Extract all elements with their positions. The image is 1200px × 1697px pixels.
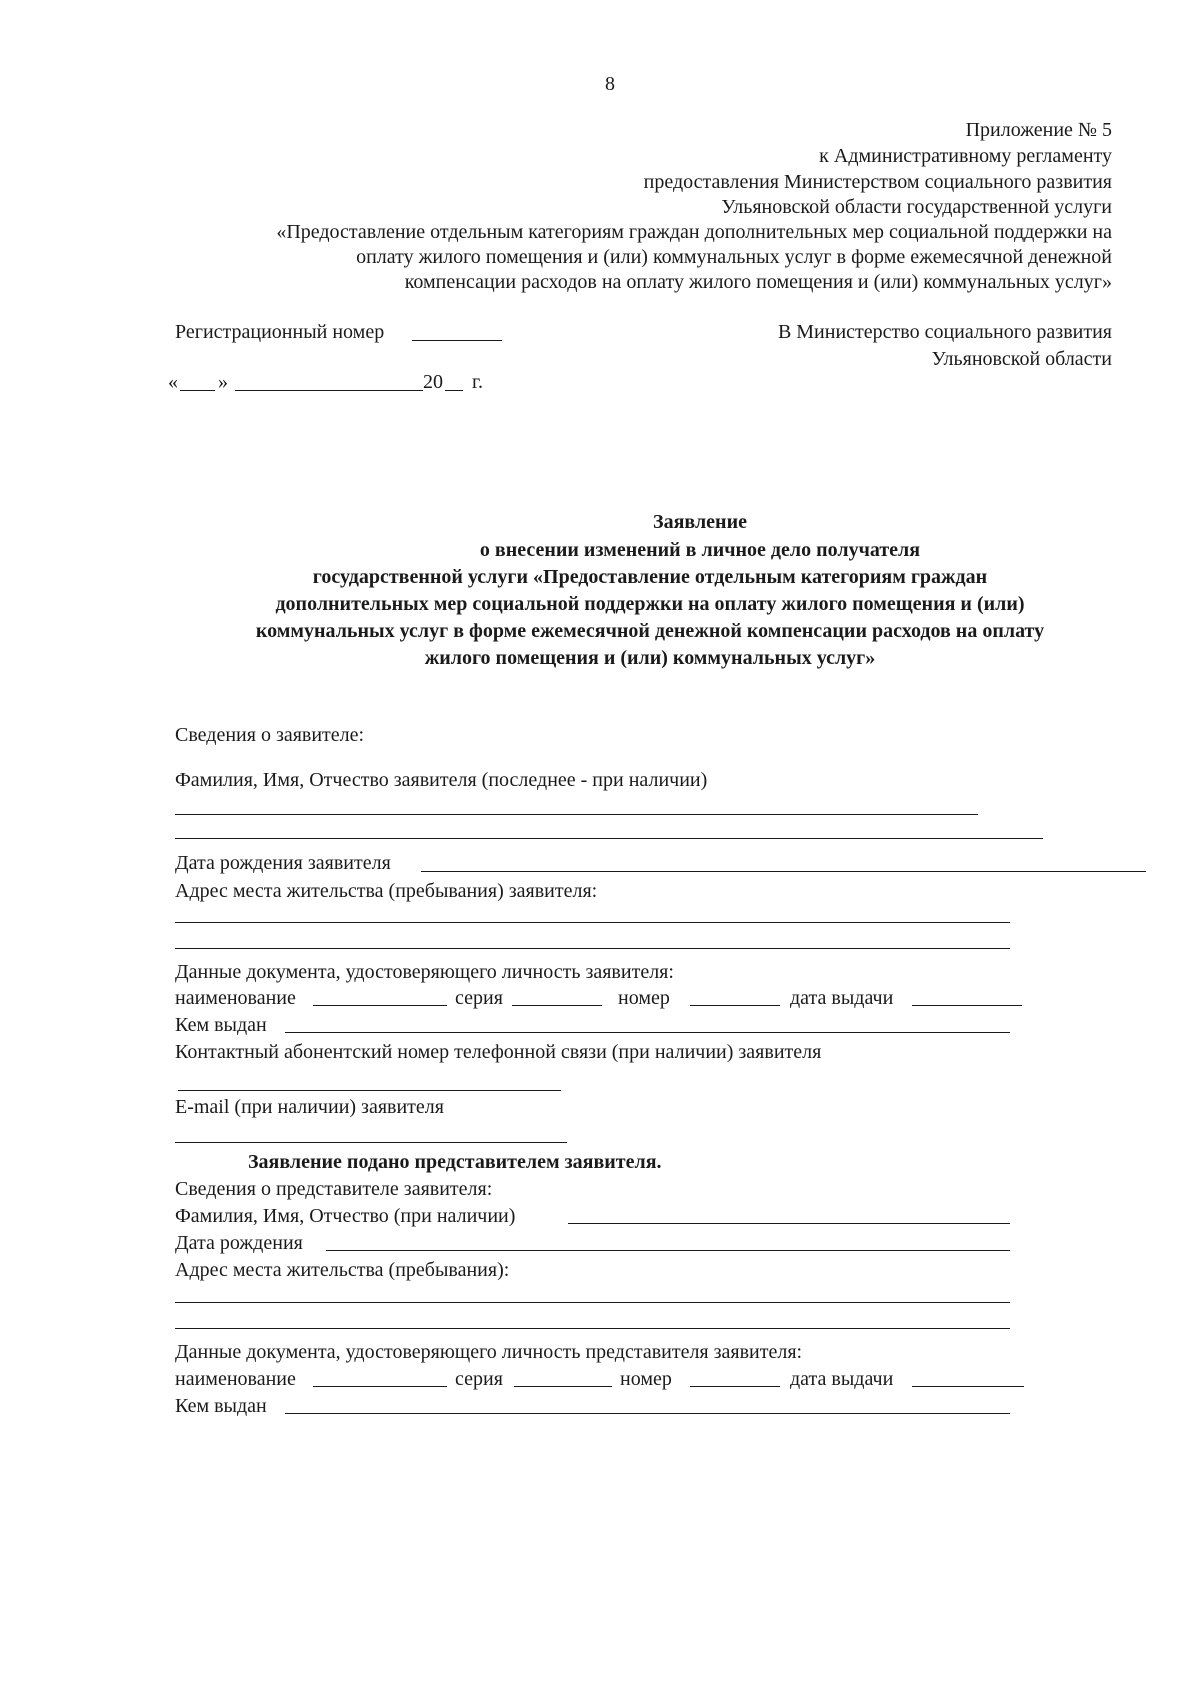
- representative-fio-label: Фамилия, Имя, Отчество (при наличии): [175, 1205, 516, 1227]
- appendix-line: компенсации расходов на оплату жилого помещения и (или) коммунальных услуг»: [404, 271, 1112, 293]
- applicant-address-field[interactable]: [175, 922, 1010, 923]
- applicant-doc-series-field[interactable]: [512, 1005, 602, 1006]
- applicant-doc-series-label: серия: [455, 987, 503, 1009]
- registration-number-field[interactable]: [412, 340, 502, 341]
- applicant-doc-number-field[interactable]: [690, 1005, 780, 1006]
- registration-number-label: Регистрационный номер: [175, 321, 385, 343]
- document-subtitle: жилого помещения и (или) коммунальных услуг»: [424, 647, 876, 669]
- representative-issued-by-label: Кем выдан: [175, 1395, 267, 1417]
- date-year-prefix: 20: [423, 371, 443, 393]
- representative-issued-by-field[interactable]: [285, 1413, 1010, 1414]
- date-day-field[interactable]: [180, 390, 215, 391]
- applicant-fio-label: Фамилия, Имя, Отчество заявителя (последнее - при наличии): [175, 769, 708, 791]
- applicant-doc-issue-date-label: дата выдачи: [790, 987, 894, 1009]
- applicant-fio-field[interactable]: [175, 814, 978, 815]
- representative-doc-name-field[interactable]: [313, 1386, 447, 1387]
- applicant-birth-label: Дата рождения заявителя: [175, 852, 391, 874]
- applicant-section-label: Сведения о заявителе:: [175, 724, 365, 746]
- applicant-address-label: Адрес места жительства (пребывания) заявителя:: [175, 880, 598, 902]
- appendix-line: предоставления Министерством социального развития: [643, 171, 1112, 193]
- appendix-line: оплату жилого помещения и (или) коммунальных услуг в форме ежемесячной денежной: [356, 246, 1112, 268]
- applicant-issued-by-field[interactable]: [285, 1032, 1010, 1033]
- applicant-doc-name-field[interactable]: [313, 1005, 447, 1006]
- applicant-doc-number-label: номер: [618, 987, 670, 1009]
- representative-doc-issue-date-field[interactable]: [912, 1386, 1024, 1387]
- representative-doc-series-field[interactable]: [514, 1386, 612, 1387]
- representative-address-label: Адрес места жительства (пребывания):: [175, 1259, 510, 1281]
- applicant-birth-field[interactable]: [421, 871, 1146, 872]
- appendix-line: к Административному регламенту: [819, 145, 1112, 167]
- applicant-fio-field-2[interactable]: [175, 838, 1043, 839]
- representative-doc-number-label: номер: [620, 1368, 672, 1390]
- date-year-field[interactable]: [445, 390, 463, 391]
- document-subtitle: коммунальных услуг в форме ежемесячной денежной компенсации расходов на оплату: [255, 620, 1045, 642]
- applicant-phone-label: Контактный абонентский номер телефонной связи (при наличии) заявителя: [175, 1041, 822, 1063]
- applicant-phone-field[interactable]: [178, 1090, 561, 1091]
- representative-section-label: Сведения о представителе заявителя:: [175, 1178, 493, 1200]
- representative-birth-field[interactable]: [326, 1250, 1010, 1251]
- applicant-email-label: E-mail (при наличии) заявителя: [175, 1096, 444, 1118]
- representative-doc-name-label: наименование: [175, 1368, 296, 1390]
- representative-doc-series-label: серия: [455, 1368, 503, 1390]
- applicant-doc-label: Данные документа, удостоверяющего личность заявителя:: [175, 961, 674, 983]
- document-subtitle: о внесении изменений в личное дело получателя: [479, 539, 921, 561]
- representative-heading: Заявление подано представителем заявителя.: [248, 1151, 662, 1173]
- document-title: Заявление: [653, 511, 747, 533]
- date-month-field[interactable]: [235, 390, 423, 391]
- document-subtitle: дополнительных мер социальной поддержки на оплату жилого помещения и (или): [275, 593, 1025, 615]
- applicant-doc-name-label: наименование: [175, 987, 296, 1009]
- representative-address-field[interactable]: [175, 1302, 1010, 1303]
- page-number: 8: [605, 73, 615, 95]
- applicant-issued-by-label: Кем выдан: [175, 1014, 267, 1036]
- appendix-line: «Предоставление отдельным категориям граждан дополнительных мер социальной поддержки на: [276, 221, 1112, 243]
- date-year-suffix: г.: [472, 371, 483, 393]
- date-quote-close: »: [218, 371, 228, 393]
- appendix-line: Ульяновской области государственной услуги: [721, 196, 1112, 218]
- representative-doc-label: Данные документа, удостоверяющего личность представителя заявителя:: [175, 1341, 803, 1363]
- representative-doc-number-field[interactable]: [690, 1386, 780, 1387]
- applicant-email-field[interactable]: [175, 1142, 567, 1143]
- addressee-line: Ульяновской области: [931, 348, 1112, 370]
- representative-doc-issue-date-label: дата выдачи: [790, 1368, 894, 1390]
- representative-birth-label: Дата рождения: [175, 1232, 303, 1254]
- representative-fio-field[interactable]: [568, 1223, 1010, 1224]
- date-quote-open: «: [168, 371, 178, 393]
- appendix-number: Приложение № 5: [965, 119, 1112, 141]
- addressee-line: В Министерство социального развития: [777, 321, 1112, 343]
- document-subtitle: государственной услуги «Предоставление отдельным категориям граждан: [312, 566, 988, 588]
- representative-address-field-2[interactable]: [175, 1328, 1010, 1329]
- applicant-address-field-2[interactable]: [175, 948, 1010, 949]
- applicant-doc-issue-date-field[interactable]: [912, 1005, 1022, 1006]
